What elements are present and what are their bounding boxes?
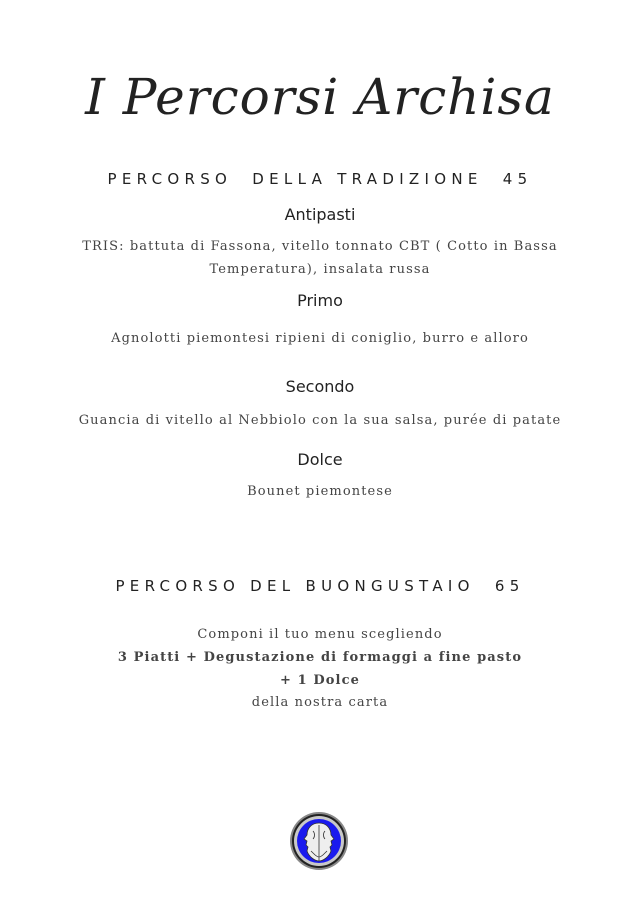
buongustaio-line1: Componi il tuo menu scegliendo <box>197 627 443 642</box>
dish-primo: Agnolotti piemontesi ripieni di coniglio, burro e alloro <box>111 331 529 346</box>
dish-secondo: Guancia di vitello al Nebbiolo con la sua salsa, purée di patate <box>78 413 562 428</box>
section-heading-buongustaio: PERCORSO DEL BUONGUSTAIO 65 <box>115 577 525 595</box>
course-antipasti: Antipasti <box>284 205 356 224</box>
page-title: I Percorsi Archisa <box>85 68 555 126</box>
dish-antipasti-line2: Temperatura), insalata russa <box>209 262 431 277</box>
janus-head-logo-icon <box>289 811 349 871</box>
buongustaio-line3: + 1 Dolce <box>280 673 360 688</box>
dish-antipasti-line1: TRIS: battuta di Fassona, vitello tonnato CBT ( Cotto in Bassa <box>82 239 558 254</box>
buongustaio-line2: 3 Piatti + Degustazione di formaggi a fine pasto <box>117 650 523 665</box>
buongustaio-line4: della nostra carta <box>251 695 389 710</box>
section-heading-tradizione: PERCORSO DELLA TRADIZIONE 45 <box>107 170 533 188</box>
dish-dolce: Bounet piemontese <box>247 484 393 499</box>
course-dolce: Dolce <box>297 450 343 469</box>
course-primo: Primo <box>297 291 343 310</box>
course-secondo: Secondo <box>285 377 355 396</box>
